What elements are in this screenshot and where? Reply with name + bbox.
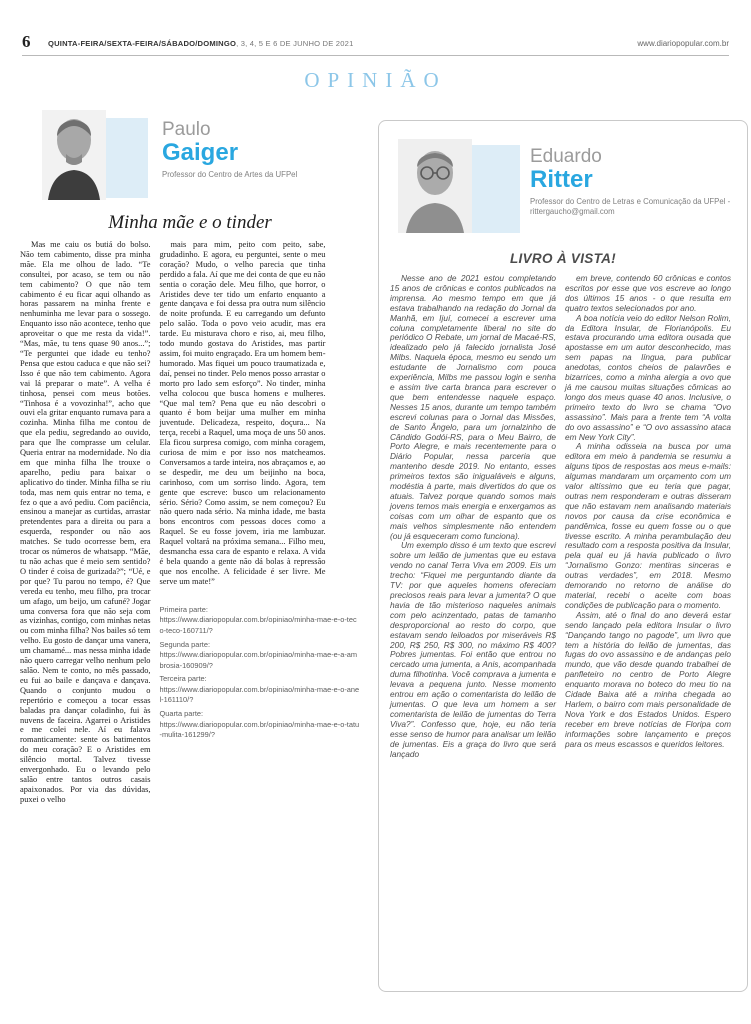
author-photo-wrap xyxy=(398,139,530,233)
author-names xyxy=(162,120,357,180)
link-item xyxy=(159,709,360,741)
author-names xyxy=(530,147,740,216)
right-article-column-2 xyxy=(565,274,731,759)
author-last-name: Gaiger xyxy=(162,139,239,166)
link-label: Primeira parte: xyxy=(159,604,208,614)
article-livro-a-vista xyxy=(378,120,748,992)
edition-days-text: QUINTA-FEIRA/SEXTA-FEIRA/SÁBADO/DOMINGO xyxy=(48,39,237,48)
article-title: LIVRO À VISTA! xyxy=(510,251,616,266)
masthead xyxy=(22,30,729,56)
link-item xyxy=(159,605,360,637)
right-article-column-1 xyxy=(390,274,556,759)
link-item xyxy=(159,674,360,706)
left-article-column-1 xyxy=(20,240,150,805)
link-label: Terceira parte: xyxy=(159,674,207,684)
paragraph: em breve, contendo 60 crônicas e contos escritos por esse que vos escreve ao longo dos últimos 15 anos - o que resulta em quatro textos selecionados por ano. xyxy=(565,273,731,313)
author-photo-wrap xyxy=(42,110,174,200)
article-title: Minha mãe e o tinder xyxy=(108,212,272,233)
author-block-eduardo-ritter xyxy=(390,139,736,251)
author-photo-paulo-gaiger xyxy=(42,110,106,200)
link-label: Segunda parte: xyxy=(159,639,211,649)
section-title: OPINIÃO xyxy=(304,68,447,92)
author-photo-eduardo-ritter xyxy=(398,139,472,233)
article-part-links xyxy=(159,605,360,741)
author-last-name: Ritter xyxy=(530,166,593,193)
paragraph: A boa notícia veio do editor Nelson Rolim, da Editora Insular, de Florianópolis. Eu estava procurando uma editora ousada que apostasse em um autor desconhecido, mas sem papas na língua, para publicar anedotas, contos cheios de palavrões e bizarrices, como a minha alergia a ovo que já me causou muitas situações cômicas ao longo dos meus quase 40 anos. Inclusive, o primeiro texto do livro se chama “Ovo assassino”. Mais para a frente tem “A volta do ovo assassino” e “O ovo assassino ataca em New York City”. xyxy=(565,312,731,442)
paragraph: Assim, até o final do ano deverá estar sendo lançado pela editora Insular o livro “Dançando tango no pagode”, um livro que tem a história do leilão de jumentas, das fugas do ovo assassino e de andanças pelo mundo, que vão desde quando trabalhei de panfleteiro no centro de Porto Alegre enquanto morava no boteco do meu tio na Cidade Baixa até a minha chegada ao Harlem, o bairro com mais personalidade de Nova York e dos Estados Unidos. Espero receber em breve notícias de Floripa com informações sobre lançamento e preços para os meus escassos e queridos leitores. xyxy=(565,609,731,749)
link-url[interactable]: https://www.diariopopular.com.br/opiniao/minha-mae-e-a-ambrosia-160909/? xyxy=(159,650,358,670)
article-columns xyxy=(20,240,360,805)
author-role: Professor do Centro de Artes da UFPel xyxy=(162,170,298,179)
paragraph: Mas me caiu os butiá do bolso. Não tem cabimento, disse pra minha mãe. Ela me olhou de lado. “Te consultei, por acaso, se tem ou não tem cabimento? O que não tem cabimento é eu ficar aqui olhando as horas passarem na minha frente e nenhuminha me levar para o sossego. Enquanto isso não acontece, tenho que aproveitar o que me resta da vida!”. “Mas, mãe, tu tens quase 90 anos...”; “Te perguntei que idade eu tenho? Pensa que estou caduca e que não sei? Isso é que não tem cabimento. Agora vai lá preparar o mate”. A velha é tinhosa, pensei com meus botões. “Tinhosa é a vovozinha!”, acho que ouvi ela gritar enquanto rumava para a cozinha. Minha filha me contou de que ela pediu, segredando ao ouvido, para que lhe comprasse um celular. Queria entrar na modernidade. No dia em que minha filha lhe trouxe o aparelho, pediu para baixar o aplicativo do tinder. Minha filha se riu toda, mas nem quis entrar no tema, e fez o que a avó pediu. Com paciência, ensinou a manejar as curtidas, arrastar pretendentes para a direita ou para a esquerda, responder ou não aos matches. Se tudo ocorresse bem, era trocar os números de whatsapp. “Mãe, tu não achas que é meio sem sentido? O tinder é coisa de gurizada?”; “Ué, e por que? Tu parou no tempo, é? Que vereda eu tenho, meu filho, pra trocar um afago, um beijo, um cafuné? Jogar uma conversa fora que não seja com as vizinhas, contigo, com minhas netas ou com minha filha? Nos bailes só tem velho. Eu gosto de dançar uma vanera, um chamamé... mas nessa minha idade não quero carregar velho nenhum pelo salão. Nem te conto, no mês passado, eu fui ao baile e dançava e dançava. Quando o conjunto mudou o repertório e começou a tocar essas baladas pra dançar coladinho, fui às nuvens de faceira. Agarrei o Aristides e me colei nele. Aí eu falava romanticamente: sente os batimentos do meu coração? E o Aristides em silêncio mortal. Talvez tivesse envergonhado. Eu o levando pelo salão entre tantos outros casais apaixonados. Por via das dúvidas, puxei o velho xyxy=(20,240,151,804)
link-url[interactable]: https://www.diariopopular.com.br/opiniao/minha-mae-e-o-anel-161110/? xyxy=(159,684,360,705)
edition-date: , 3, 4, 5 E 6 DE JUNHO DE 2021 xyxy=(236,39,354,48)
link-url[interactable]: https://www.diariopopular.com.br/opiniao/minha-mae-e-o-teco-teco-160711/? xyxy=(159,615,357,635)
author-first-name: Eduardo xyxy=(530,146,602,167)
link-item xyxy=(159,640,360,672)
article-columns xyxy=(390,274,736,759)
author-first-name: Paulo xyxy=(162,119,211,140)
page-number: 6 xyxy=(22,32,31,51)
paragraph: mais para mim, peito com peito, sabe, grudadinho. E agora, eu perguntei, sente o meu coração? Mudo, o velho parecia que tinha perdido a fala. Aí que me dei conta de que eu não sentia o coração dele. Meu filho, que horror, o Aristides deve ter tido um enfarto enquanto a gente dançava e foi dessa pra outra num silêncio de noite profunda. E eu carregando um defunto pelo salão. Toda o povo veio acudir, mas era tarde. Eu misturava choro e riso, ai, meu filho, todo mundo gostava do Aristides, mas partir assim, foi muito engraçado. Era um homem bem-humorado. Mas fiquei um pouco traumatizada e, daí, pensei no tinder. Pelo menos posso arrastar o morto pro lado sem esforço”. No tinder, minha velha colocou que busca homens e mulheres. “Que mal tem? Pena que eu não descobri o quanto é bom beijar uma mulher em minha juventude. Delicadeza, respeito, doçura... Na terça, recebi a Raquel, uma moça de uns 50 anos. Ela ficou surpresa comigo, com minha coragem, curiosa de mim e por isso nos matcheamos. Conversamos a tarde inteira, nos abraçamos e, ao se despedir, me deu um beijinho na boca, carinhoso, com um sorriso lindo. Agora, tem gente que escreve: busco um relacionamento sério. Sério? Como assim, se nem começou? Eu não quero nada sério. Na minha idade, me basta bons encontros com pessoas doces como a Raquel. Se eu fosse jovem, iria me lambuzar. Raquel voltará na próxima semana... Filho meu, desmancha essa cara de espanto e relaxa. A vida é bela quando a gente não dá bolas à repressão que nos encolhe. A felicidade é ser livre. Me serve um mate!” xyxy=(159,240,326,586)
left-article-column-2 xyxy=(159,240,325,587)
link-url[interactable]: https://www.diariopopular.com.br/opiniao/minha-mae-e-o-tatu-mulita-161299/? xyxy=(159,719,360,740)
paragraph: Nesse ano de 2021 estou completando 15 anos de crônicas e contos publicados na imprensa. Ao mesmo tempo em que já estava trabalhando na redação do Jornal da Manhã, em Ijuí, comecei a escrever uma coluna completamente liberal no site do periódico O Rebate, um jornal de Macaé-RS, idealizado pelo já falecido jornalista José Milbs. Naquela época, mesmo eu sendo um estudante de Jornalismo com pouca experiência, Milbs me passou login e senha e assim tive carta branca para escrever o que bem entendesse naquele espaço. Nesses 15 anos, durante um tempo também escrevi colunas para o Jornal das Missões, de Santo Ângelo, para um jornalzinho de Cândido Godói-RS, para o Meu Bairro, de Porto Alegre, e mais recentemente para o Diário Popular, nessa parceria que mantenho desde 2019. No entanto, esses primeiros textos são inigualáveis e alguns, modéstia à parte, mais divertidos do que os atuais. Talvez porque quando somos mais jovens temos mais energia e enxergamos as coisas com um olhar de espanto que os mais velhos simplesmente não entendem (ou já esqueceram como funciona). xyxy=(390,273,556,541)
author-block-paulo-gaiger xyxy=(20,110,360,202)
paragraph: A minha odisseia na busca por uma editora em meio à pandemia se resumiu a alguns tipos de respostas aos meus e-mails: algumas mandaram um orçamento com um valor altíssimo que eu teria que pagar, outras nem responderam e outras disseram que não estavam nem analisando materiais novos por causa da crise econômica e pandêmica, fosse eu quem fosse ou o que tivesse escrito. A minha perambulação deu resultado com a resposta positiva da Insular, pela qual eu já havia publicado o livro “Jornalismo Gonzo: mentiras sinceras e outras verdades”, em 2018. Mesmo demorando no retorno de análise do material, recebi o aceite com boas condições de publicação para o momento. xyxy=(565,441,731,610)
edition-days xyxy=(48,39,354,48)
paragraph: Um exemplo disso é um texto que escrevi sobre um leilão de jumentas que eu estava vendo no canal Terra Viva em 2009. Eis um trecho: “Fiquei me perguntando diante da TV: por que aqueles homens ofereciam preciosos reais para levar a jumenta? O que havia de tão misterioso naqueles animais com pelo acinzentado, patas de tamanho desproporcional ao resto do corpo, que estavam sendo leiloados por miseráveis R$ 200, R$ 250, R$ 300, no máximo R$ 400? Pobres jumentas. Foi então que entrou no cercado uma jumenta, a Anis, acompanhada duma filhotinha. Você comprava a jumenta e levava a pequena junto. Nesse momento entrou em ação o comentarista do leilão de jumentas. O que leva um homem a ser comentarista de leilão de jumentas do Terra Viva?”. Confesso que, hoje, eu não teria esse senso de humor para analisar um leilão de jumentas. Eis a graça do livro que será lançado xyxy=(390,540,556,759)
website-url[interactable]: www.diariopopular.com.br xyxy=(637,39,729,48)
link-label: Quarta parte: xyxy=(159,709,204,719)
article-minha-mae-e-o-tinder xyxy=(20,110,360,805)
author-role: Professor do Centro de Letras e Comunicação da UFPel - rittergaucho@gmail.com xyxy=(530,197,731,216)
